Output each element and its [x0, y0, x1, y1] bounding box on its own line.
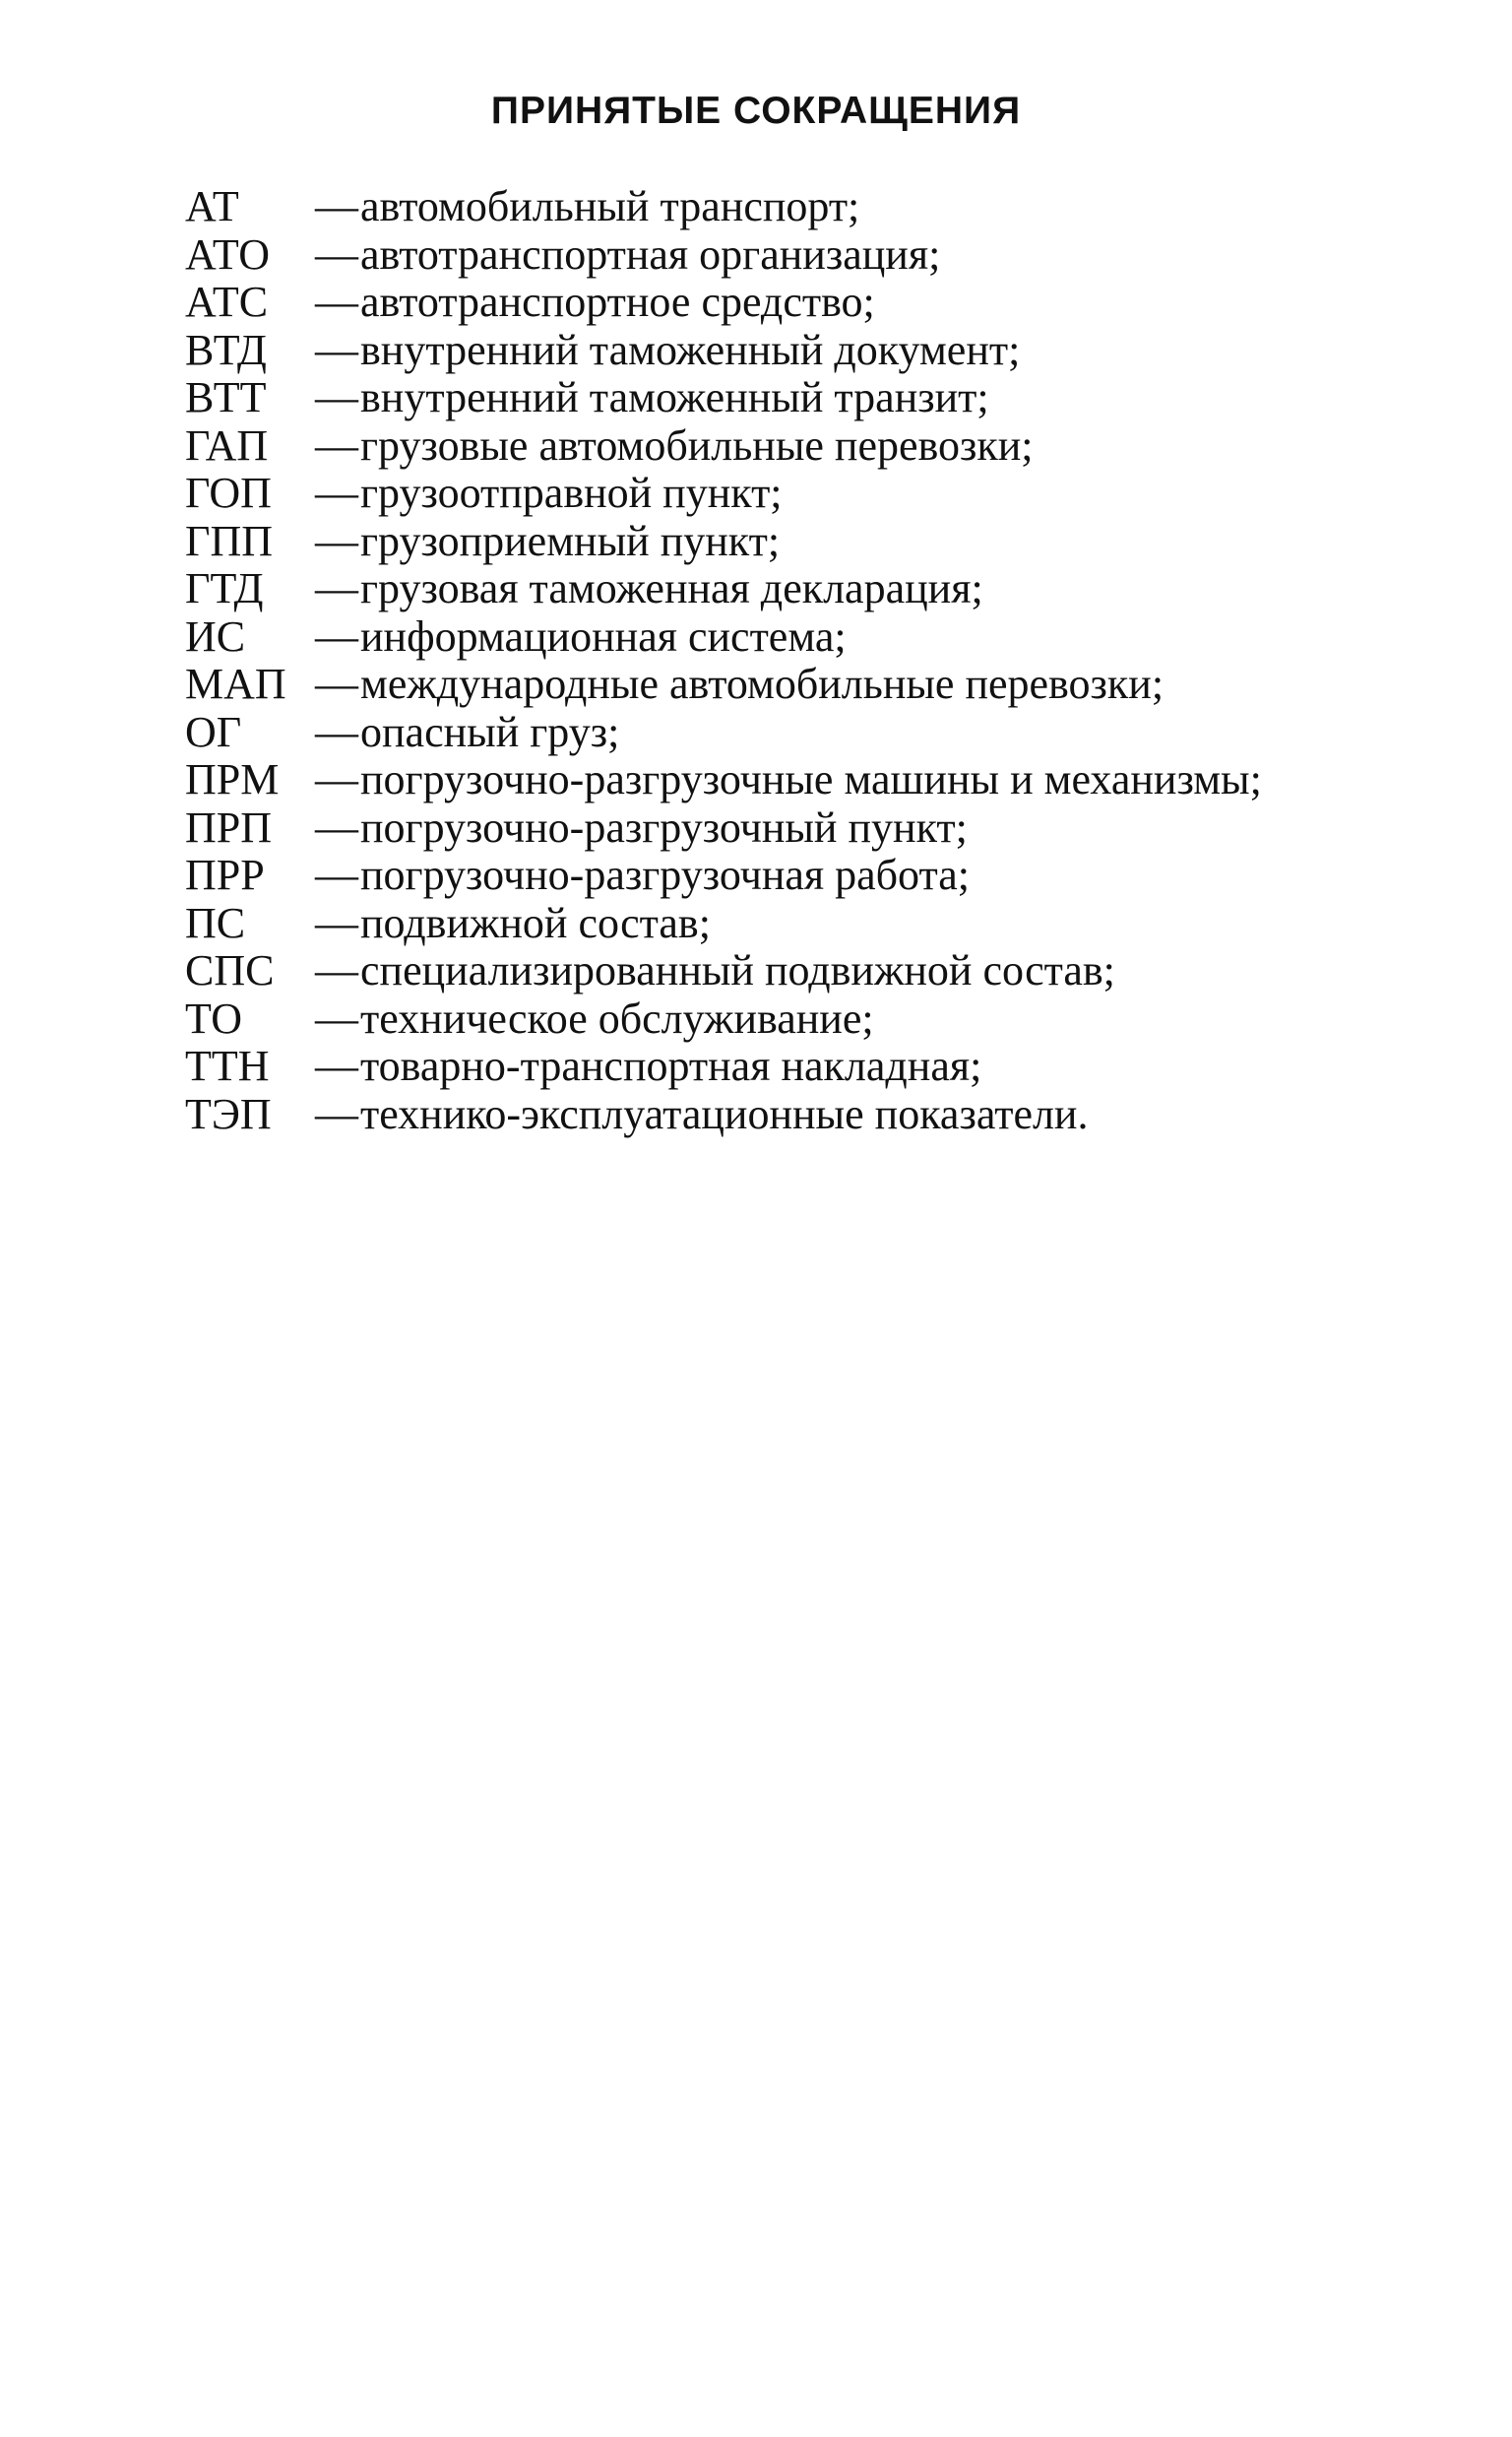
- abbreviation-code: ПС: [185, 898, 246, 947]
- dash-separator: —: [315, 182, 358, 230]
- abbreviation-code: МАП: [185, 660, 286, 708]
- dash-separator: —: [315, 325, 358, 374]
- abbreviation-row: [185, 518, 1465, 566]
- abbreviation-code: ПРП: [185, 802, 273, 852]
- abbreviation-code: ИС: [185, 611, 246, 661]
- abbreviation-definition: специализированный подвижной состав;: [360, 946, 1115, 994]
- abbreviation-definition: грузоприемный пункт;: [360, 516, 781, 565]
- abbreviation-definition: внутренний таможенный транзит;: [360, 373, 989, 421]
- abbreviation-definition: информационная система;: [360, 611, 847, 661]
- dash-separator: —: [315, 564, 358, 612]
- abbreviation-row: [185, 327, 1465, 375]
- abbreviation-definition: подвижной состав;: [360, 898, 711, 947]
- abbreviation-definition: автотранспортная организация;: [360, 229, 941, 279]
- abbreviation-definition: внутренний таможенный документ;: [360, 325, 1021, 374]
- abbreviation-code: ПРМ: [185, 755, 280, 803]
- abbreviation-row: [185, 374, 1465, 422]
- abbreviation-row: [185, 852, 1465, 900]
- abbreviation-row: [185, 756, 1465, 804]
- dash-separator: —: [315, 802, 358, 852]
- abbreviation-row: [185, 661, 1465, 709]
- dash-separator: —: [315, 755, 358, 803]
- abbreviation-code: ТО: [185, 994, 243, 1043]
- dash-separator: —: [315, 1042, 358, 1090]
- abbreviation-code: ВТТ: [185, 373, 267, 421]
- abbreviation-definition: международные автомобильные перевозки;: [360, 660, 1165, 708]
- dash-separator: —: [315, 229, 358, 279]
- dash-separator: —: [315, 994, 358, 1043]
- abbreviation-code: ПРР: [185, 851, 265, 899]
- abbreviation-definition: опасный груз;: [360, 707, 620, 756]
- abbreviation-definition: грузовая таможенная декларация;: [360, 564, 983, 612]
- abbreviation-code: ГОП: [185, 469, 272, 517]
- abbreviation-definition: техническое обслуживание;: [360, 994, 874, 1043]
- abbreviation-code: ТЭП: [185, 1089, 272, 1138]
- dash-separator: —: [315, 373, 358, 421]
- abbreviation-row: [185, 231, 1465, 280]
- abbreviation-row: [185, 1091, 1465, 1139]
- dash-separator: —: [315, 851, 358, 899]
- abbreviation-row: [185, 1043, 1465, 1091]
- abbreviation-definition: погрузочно-разгрузочная работа;: [360, 851, 970, 899]
- abbreviation-code: АТ: [185, 182, 239, 230]
- abbreviation-row: [185, 947, 1465, 995]
- abbreviation-definition: автотранспортное средство;: [360, 278, 875, 326]
- dash-separator: —: [315, 516, 358, 565]
- abbreviation-code: ГТД: [185, 564, 264, 612]
- abbreviation-code: АТС: [185, 278, 269, 326]
- abbreviation-code: ГАП: [185, 420, 269, 470]
- dash-separator: —: [315, 611, 358, 661]
- abbreviation-definition: погрузочно-разгрузочные машины и механизмы;: [360, 755, 1262, 803]
- abbreviation-definition: грузовые автомобильные перевозки;: [360, 420, 1034, 470]
- abbreviation-code: ВТД: [185, 325, 267, 374]
- abbreviation-code: ОГ: [185, 707, 242, 756]
- page-title: ПРИНЯТЫЕ СОКРАЩЕНИЯ: [490, 90, 1022, 132]
- dash-separator: —: [315, 898, 358, 947]
- abbreviation-code: ТТН: [185, 1042, 270, 1090]
- dash-separator: —: [315, 469, 358, 517]
- abbreviation-row: [185, 183, 1465, 231]
- abbreviation-definition: технико-эксплуатационные показатели.: [360, 1089, 1089, 1138]
- dash-separator: —: [315, 946, 358, 994]
- abbreviation-code: ГПП: [185, 516, 273, 565]
- abbreviation-row: [185, 709, 1465, 757]
- dash-separator: —: [315, 1089, 358, 1138]
- abbreviation-row: [185, 565, 1465, 613]
- dash-separator: —: [315, 707, 358, 756]
- dash-separator: —: [315, 278, 358, 326]
- abbreviation-row: [185, 470, 1465, 518]
- dash-separator: —: [315, 660, 358, 708]
- abbreviation-definition: автомобильный транспорт;: [360, 182, 860, 230]
- abbreviation-row: [185, 804, 1465, 853]
- dash-separator: —: [315, 420, 358, 470]
- abbreviation-row: [185, 422, 1465, 471]
- abbreviation-list: [185, 183, 1465, 1138]
- abbreviation-code: СПС: [185, 946, 275, 994]
- abbreviation-row: [185, 900, 1465, 948]
- abbreviation-definition: погрузочно-разгрузочный пункт;: [360, 802, 968, 852]
- abbreviation-code: АТО: [185, 229, 270, 279]
- abbreviation-row: [185, 279, 1465, 327]
- abbreviation-row: [185, 613, 1465, 662]
- abbreviation-definition: грузоотправной пункт;: [360, 469, 783, 517]
- abbreviation-definition: товарно-транспортная накладная;: [360, 1042, 982, 1090]
- abbreviation-row: [185, 995, 1465, 1044]
